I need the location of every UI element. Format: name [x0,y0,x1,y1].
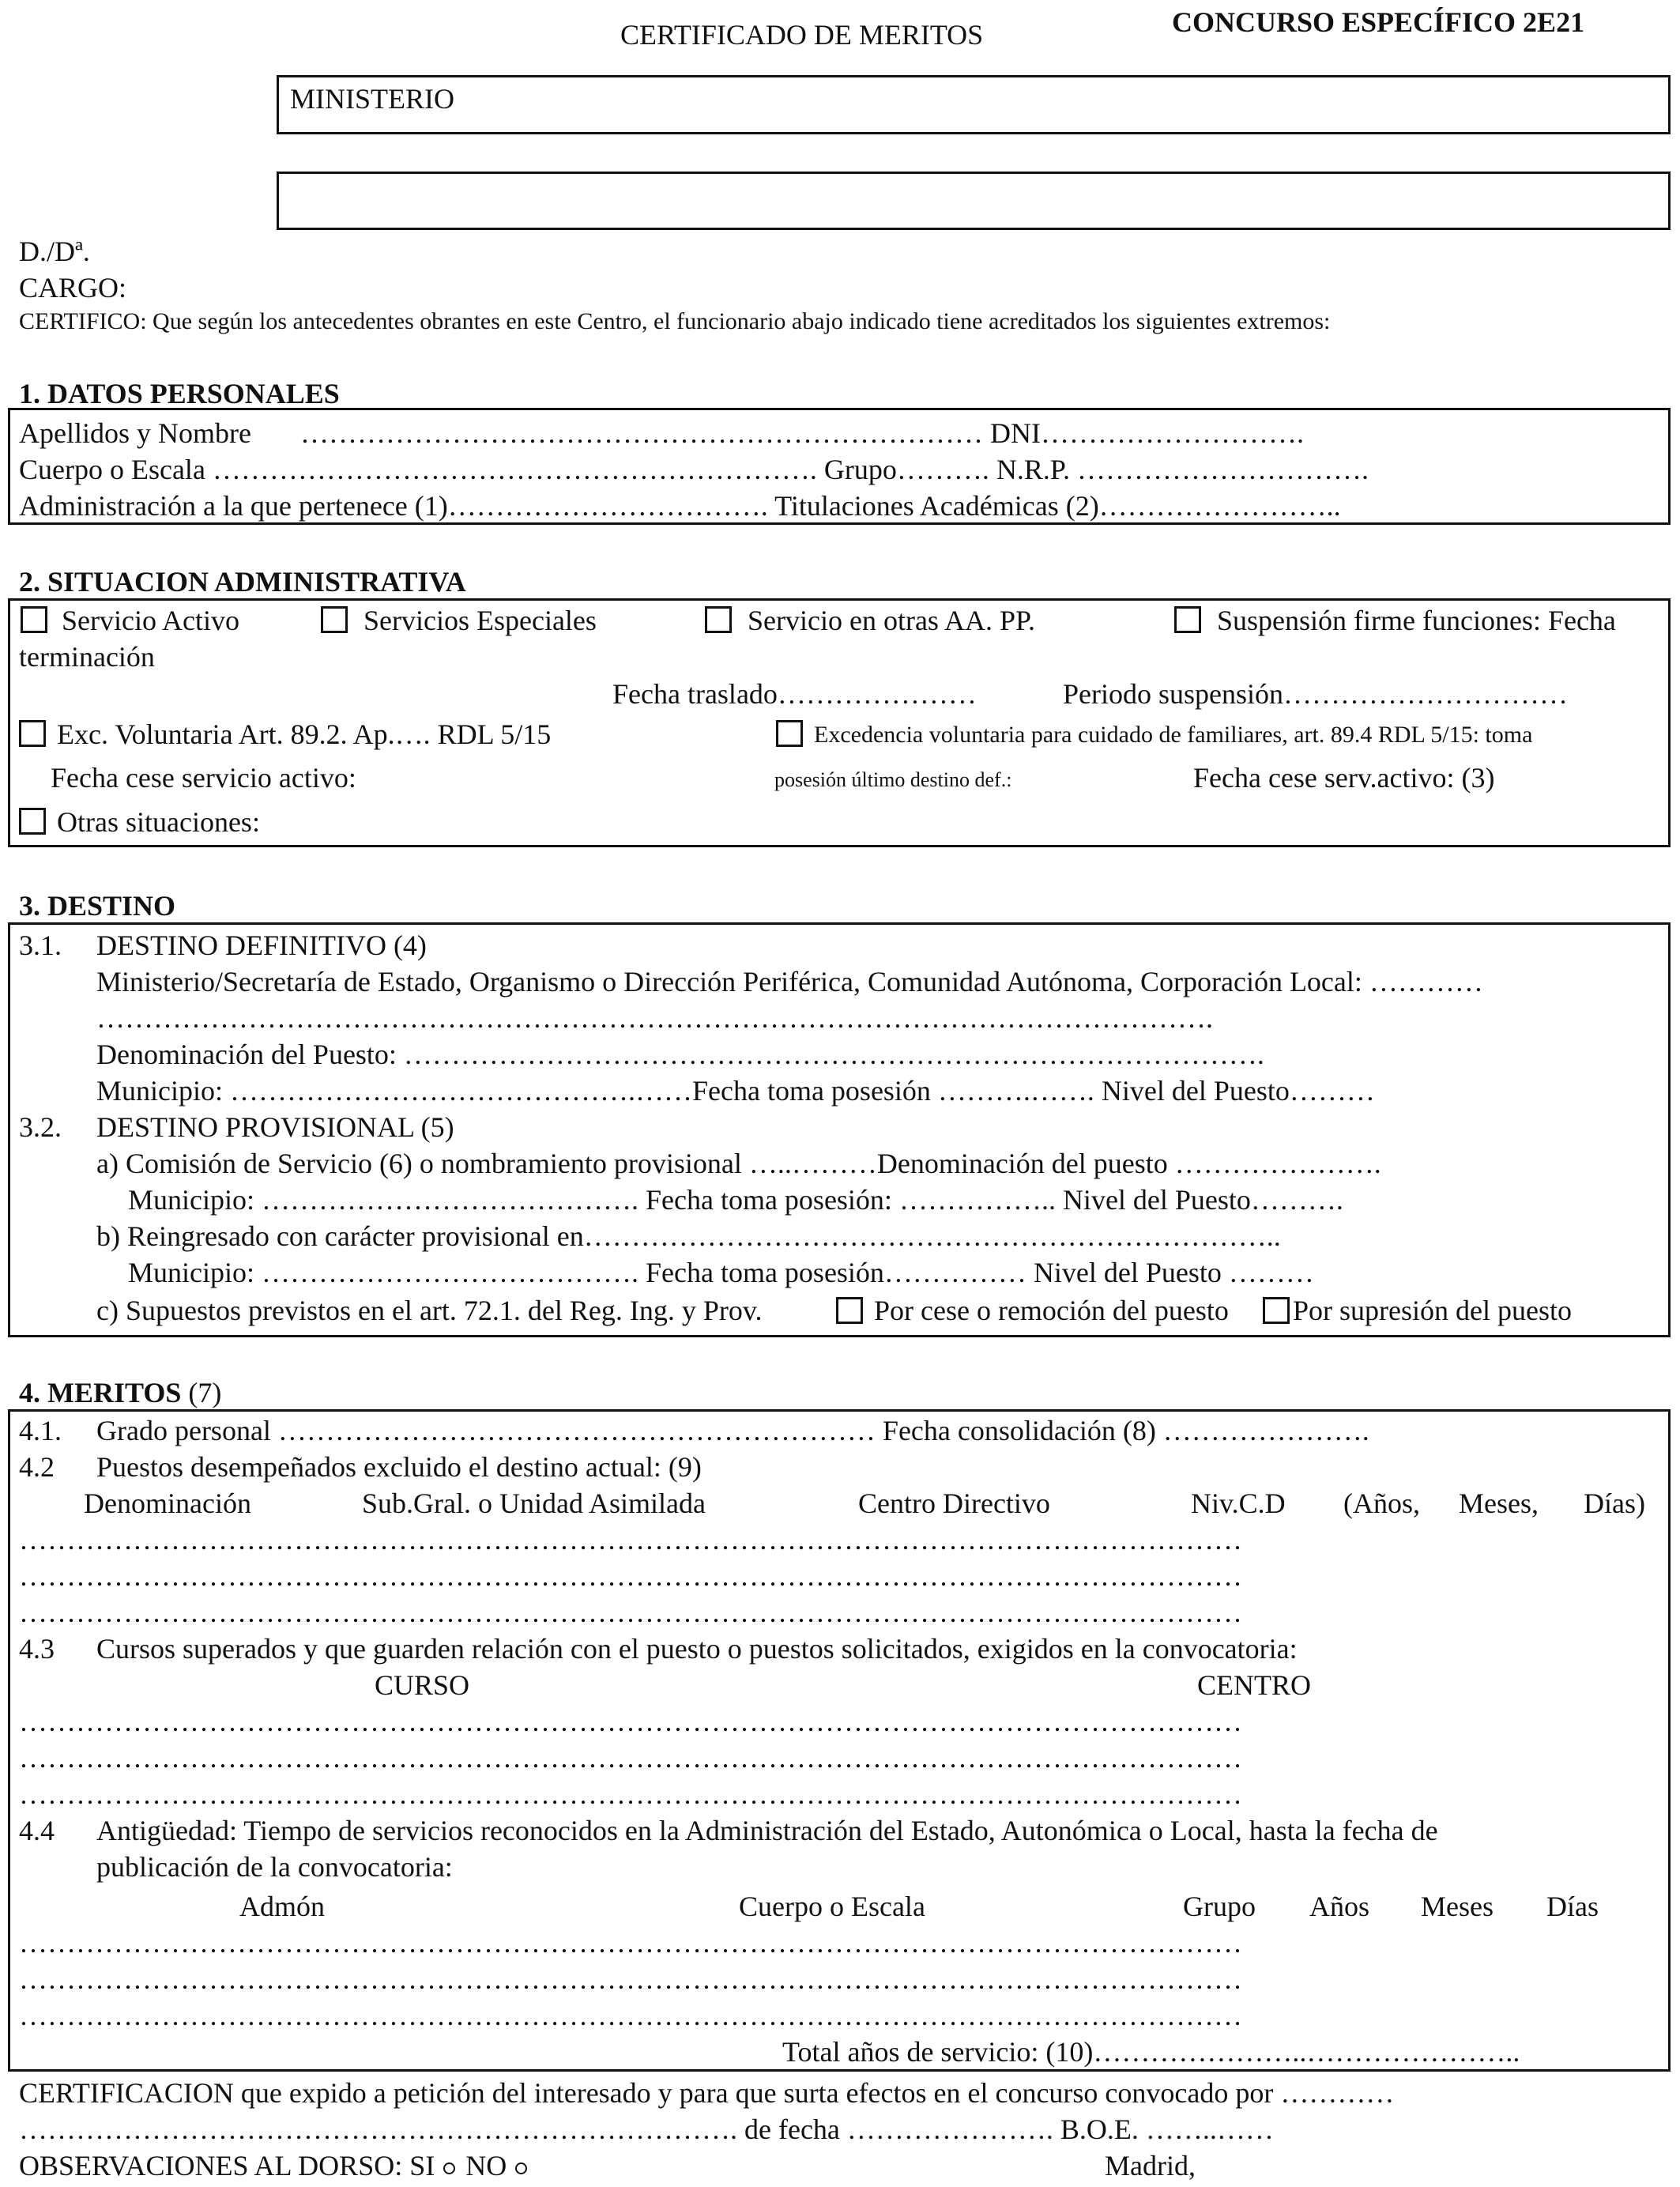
col-anos: (Años, [1343,1488,1420,1519]
no-label: NO [465,2150,507,2181]
col-grupo: Grupo [1183,1891,1256,1922]
certificacion-line[interactable]: CERTIFICACION que expido a petición del interesado y para que surta efectos en el concurso convocado por ………… [19,2077,1395,2109]
col-meses: Meses, [1459,1488,1539,1519]
fecha-traslado[interactable]: Fecha traslado………………… [612,678,977,710]
cargo-label: CARGO: [19,272,127,304]
number-4-3: 4.3 [19,1633,55,1665]
administracion-line[interactable]: Administración a la que pertenece (1)……………………………. Titulaciones Académicas (2)…………………….. [19,490,1341,522]
col-centro: CENTRO [1197,1669,1311,1701]
col-anos-2: Años [1309,1891,1370,1922]
fecha-cese-serv-activo: Fecha cese serv.activo: (3) [1193,762,1495,794]
section-1-heading: 1. DATOS PERSONALES [19,378,340,409]
posesion-ultimo-destino: posesión último destino def.: [774,768,1012,791]
destino-definitivo-label: DESTINO DEFINITIVO (4) [96,929,427,961]
servicios-especiales-checkbox[interactable] [321,606,348,633]
no-radio[interactable] [515,2162,527,2174]
certifico-text: CERTIFICO: Que según los antecedentes obrantes en este Centro, el funcionario abajo indicado tiene acreditados los siguientes extremos: [19,308,1331,334]
col-cuerpo-escala: Cuerpo o Escala [739,1891,925,1922]
cese-remocion-label: Por cese o remoción del puesto [874,1295,1229,1326]
section-4-heading: 4. MERITOS [19,1377,182,1408]
municipio-definitivo-line[interactable]: Municipio: …………………………………….……Fecha toma posesión ……….……. Nivel del Puesto……… [96,1075,1375,1107]
destino-provisional-label: DESTINO PROVISIONAL (5) [96,1111,454,1143]
puestos-desempenados-label: Puestos desempeñados excluido el destino actual: (9) [96,1451,702,1483]
supuestos-line: c) Supuestos previstos en el art. 72.1. del Reg. Ing. y Prov. [96,1295,763,1326]
otras-situaciones-checkbox[interactable] [19,808,46,835]
servicio-activo-checkbox[interactable] [21,606,47,633]
total-anos-servicio[interactable]: Total años de servicio: (10)…………………..………………….. [782,2036,1520,2068]
antiguedad-row-1[interactable]: ………………………………………………………………………………………………………………… [19,1927,1242,1959]
cese-remocion-checkbox[interactable] [836,1297,863,1324]
madrid-label: Madrid, [1105,2150,1196,2181]
cursos-row-2[interactable]: ………………………………………………………………………………………………………………… [19,1742,1242,1774]
number-4-1: 4.1. [19,1415,62,1446]
exc-voluntaria-checkbox[interactable] [19,720,46,747]
periodo-suspension[interactable]: Periodo suspensión………………………… [1063,678,1568,710]
puestos-row-2[interactable]: ………………………………………………………………………………………………………………… [19,1560,1242,1592]
reingresado-line[interactable]: b) Reingresado con carácter provisional en……………………………………………………………….. [96,1220,1281,1252]
col-subgral: Sub.Gral. o Unidad Asimilada [362,1488,706,1519]
fecha-cese-activo: Fecha cese servicio activo: [51,762,356,794]
comision-municipio-line[interactable]: Municipio: …………………………………. Fecha toma posesión: …………….. Nivel del Puesto………. [128,1184,1343,1216]
si-radio[interactable] [443,2162,455,2174]
observaciones-line [19,2151,530,2180]
number-4-4: 4.4 [19,1815,55,1846]
section-4-note: (7) [188,1377,222,1408]
grado-personal-line[interactable]: Grado personal ……………………………………………………… Fecha consolidación (8) …………………. [96,1415,1369,1446]
antiguedad-row-3[interactable]: ………………………………………………………………………………………………………………… [19,2000,1242,2031]
col-denominacion: Denominación [84,1488,251,1519]
antiguedad-label: Antigüedad: Tiempo de servicios reconocidos en la Administración del Estado, Autonómica o Local, hasta la fecha de [96,1815,1438,1846]
destino-dots-line[interactable]: ………………………………………………………………………………………………………. [96,1002,1213,1034]
otras-situaciones-label: Otras situaciones: [57,806,260,838]
col-niv-cd: Niv.C.D [1191,1488,1286,1519]
cursos-row-1[interactable]: ………………………………………………………………………………………………………………… [19,1706,1242,1737]
denominacion-puesto-line[interactable]: Denominación del Puesto: ………………………………………………………………………………. [96,1039,1264,1070]
apellidos-dni-dots[interactable]: ……………………………………………………………… DNI………………………. [300,417,1304,449]
puestos-row-1[interactable]: ………………………………………………………………………………………………………………… [19,1524,1242,1555]
col-admon: Admón [239,1891,325,1922]
otras-aapp-label: Servicio en otras AA. PP. [748,605,1035,636]
cursos-label: Cursos superados y que guarden relación con el puesto o puestos solicitados, exigidos en la convocatoria: [96,1633,1298,1665]
col-centro-directivo: Centro Directivo [858,1488,1050,1519]
second-header-field[interactable] [277,172,1671,230]
ministerio-field[interactable] [277,75,1671,134]
exc-voluntaria-label: Exc. Voluntaria Art. 89.2. Ap.…. RDL 5/15 [57,718,552,750]
terminacion-label: terminación [19,641,155,673]
number-4-2: 4.2 [19,1451,55,1483]
number-3-1: 3.1. [19,929,62,961]
supresion-puesto-label: Por supresión del puesto [1293,1295,1572,1326]
servicios-especiales-label: Servicios Especiales [363,605,597,636]
ministerio-organismo-line[interactable]: Ministerio/Secretaría de Estado, Organismo o Dirección Periférica, Comunidad Autónoma, Corporación Local: ………… [96,966,1483,997]
observaciones-label: OBSERVACIONES AL DORSO: SI [19,2150,435,2181]
puestos-row-3[interactable]: ………………………………………………………………………………………………………………… [19,1597,1242,1628]
dd-label: D./Dª. [19,236,90,267]
otras-aapp-checkbox[interactable] [705,606,732,633]
col-dias-2: Días [1546,1891,1599,1922]
ministerio-label: MINISTERIO [290,83,454,115]
antiguedad-row-2[interactable]: ………………………………………………………………………………………………………………… [19,1963,1242,1995]
col-curso: CURSO [375,1669,470,1701]
concurso-code: CONCURSO ESPECÍFICO 2E21 [1172,6,1585,38]
servicio-activo-label: Servicio Activo [62,605,239,636]
section-4-heading-wrap [19,1378,221,1407]
de-fecha-line[interactable]: …………………………………………………………………. de fecha …………………. B.O.E. ……..…… [19,2113,1274,2145]
number-3-2: 3.2. [19,1111,62,1143]
col-dias: Días) [1584,1488,1645,1519]
suspension-label: Suspensión firme funciones: Fecha [1217,605,1616,636]
comision-servicio-line[interactable]: a) Comisión de Servicio (6) o nombramiento provisional …..………Denominación del puesto …………………. [96,1148,1381,1179]
section-3-heading: 3. DESTINO [19,890,176,922]
section-2-heading: 2. SITUACION ADMINISTRATIVA [19,566,466,598]
reingresado-municipio-line[interactable]: Municipio: …………………………………. Fecha toma posesión…………… Nivel del Puesto ……… [128,1257,1314,1288]
publicacion-label: publicación de la convocatoria: [96,1851,453,1883]
excedencia-cuidado-label: Excedencia voluntaria para cuidado de familiares, art. 89.4 RDL 5/15: toma [814,722,1533,748]
cuerpo-line[interactable]: Cuerpo o Escala ………………………………………………………. Grupo………. N.R.P. …………………………. [19,454,1369,485]
document-title: CERTIFICADO DE MERITOS [620,19,984,51]
cursos-row-3[interactable]: ………………………………………………………………………………………………………………… [19,1778,1242,1810]
supresion-puesto-checkbox[interactable] [1263,1297,1290,1324]
excedencia-cuidado-checkbox[interactable] [776,720,803,747]
col-meses-2: Meses [1421,1891,1494,1922]
suspension-checkbox[interactable] [1174,606,1201,633]
apellidos-label: Apellidos y Nombre [19,417,251,449]
